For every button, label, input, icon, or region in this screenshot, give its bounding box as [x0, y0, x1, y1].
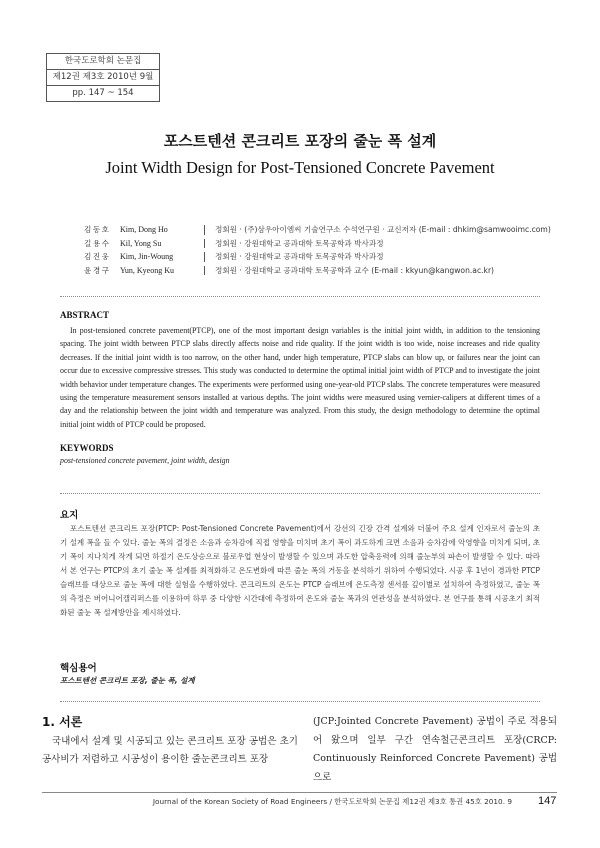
author-affiliation: 정회원 · 강원대학교 공과대학 토목공학과 박사과정 — [215, 238, 384, 248]
journal-info-box — [46, 53, 160, 102]
author-affiliation: 정회원 · (주)삼우아이엠씨 기술연구소 수석연구원 · 교신저자 (E-mail : dhkim@samwooimc.com) — [215, 225, 551, 234]
divider — [60, 493, 540, 494]
author-english-name: Kim, Jin-Woung — [120, 252, 174, 261]
author-row — [84, 250, 551, 264]
introduction-left-text: 국내에서 설계 및 시공되고 있는 콘크리트 포장 공법은 초기 공사비가 저렴하고 시공성이 용이한 줄눈콘크리트 포장 — [42, 736, 298, 765]
author-korean-name: 길용수 — [84, 238, 111, 248]
abstract-heading: ABSTRACT — [60, 310, 110, 320]
introduction-left-column — [42, 733, 298, 769]
keywords-heading: KEYWORDS — [60, 443, 114, 453]
journal-volume: 제12권 제3호 2010년 9월 — [47, 70, 159, 86]
author-separator — [204, 266, 205, 276]
author-separator — [204, 252, 205, 262]
introduction-right-text: (JCP:Jointed Concrete Pavement) 공법이 주로 적용되어 왔으며 일부 구간 연속철근콘크리트 포장(CRCP: Continuously Reinforced Concrete Pavement) 공법으로 — [313, 716, 557, 783]
author-english-name: Yun, Kyeong Ku — [120, 265, 174, 275]
title-korean: 포스트텐션 콘크리트 포장의 줄눈 폭 설계 — [163, 132, 437, 150]
yoji-heading: 요지 — [60, 510, 79, 521]
author-english-name: Kil, Yong Su — [120, 238, 162, 248]
journal-pages: pp. 147 ~ 154 — [72, 88, 134, 98]
korean-keywords-text: 포스트텐션 콘크리트 포장, 줄눈 폭, 설계 — [60, 676, 195, 685]
korean-keywords-heading: 핵심용어 — [60, 663, 97, 674]
author-affiliation: 정회원 · 강원대학교 공과대학 토목공학과 박사과정 — [215, 252, 384, 261]
keywords-text: post-tensioned concrete pavement, joint width, design — [60, 456, 230, 465]
author-list — [84, 223, 551, 277]
author-affiliation: 정회원 · 강원대학교 공과대학 토목공학과 교수 (E-mail : kkyun@kangwon.ac.kr) — [215, 265, 495, 275]
yoji-text: 포스트텐션 콘크리트 포장(PTCP: Post-Tensioned Concrete Pavement)에서 강선의 긴장 간격 설계와 더불어 주요 설계 인자로서 줄눈의 초기 설계 폭을 들 수 있다. 줄눈 폭의 결정은 소음과 승차감에 직접 영향을 미치며 초기 폭이 과도하게 크면 소음과 승차감에 악영향을 미치게 되며, 초기 폭이 지나치게 작게 되면 하절기 온도상승으로 블로우업 현상이 발생할 수 있으며 과도한 압축응력에 의해 줄눈부의 파손이 발생할 수 있다. 따라서 본 연구는 PTCP의 초기 줄눈 폭 설계를 최적화하고 온도변화에 따른 줄눈 폭의 거동을 분석하기 위하여 수행되었다. 시공 후 1년이 경과한 PTCP 슬래브를 대상으로 줄눈 폭에 대한 실험을 수행하였다. 콘크리트의 온도는 PTCP 슬래브에 온도측정 센서를 깊이별로 설치하여 측정하였고, 줄눈 폭의 측정은 버어니어캘리퍼스를 이용하여 하루 중 다양한 시간대에 측정하여 온도와 줄눈 폭과의 연관성을 분석하였다. 본 연구를 통해 시공초기 최적화된 줄눈 폭 설계방안을 제시하였다. — [60, 524, 540, 617]
author-korean-name: 김동호 — [84, 225, 111, 234]
author-separator — [204, 225, 205, 235]
author-korean-name: 김진웅 — [84, 252, 111, 261]
author-korean-name: 윤경구 — [84, 265, 111, 275]
author-row — [84, 223, 551, 237]
divider — [60, 296, 540, 297]
page-number: 147 — [538, 795, 557, 807]
introduction-heading: 1. 서론 — [42, 715, 83, 729]
author-english-name: Kim, Dong Ho — [120, 225, 168, 234]
author-row — [84, 237, 551, 251]
author-row — [84, 264, 551, 278]
footer-citation: Journal of the Korean Society of Road Engineers / 한국도로학회 논문집 제12권 제3호 통권 45호 2010. 9 — [152, 797, 512, 806]
abstract-text: In post-tensioned concrete pavement(PTCP), one of the most important design variables is the initial joint width, in addition to the tensioning spacing. The joint width between PTCP slabs directly affects noise and ride quality. If the joint width is too wide, noise increases and ride quality decreases. If the initial joint width is too narrow, on the other hand, under high temperature, PTCP slabs can blow up, or failures near the joint can occur due to excessive compressive stresses. This study was conducted to determine the optimal initial joint width of PTCP and to investigate the joint width behavior under temperature changes. The experiments were performed using one-year-old PTCP slabs. The concrete temperatures were measured using the temperature measurement sensors installed at various depths. The joint widths were measured using vernier-calipers at different times of a day and the relationship between the joint width and temperature was analyzed. From this study, the design methodology to determine the optimal initial joint width of PTCP could be proposed. — [60, 326, 540, 429]
divider — [60, 701, 540, 702]
footer-rule — [42, 792, 557, 793]
journal-name: 한국도로학회 논문집 — [47, 54, 159, 70]
author-separator — [204, 239, 205, 249]
title-english: Joint Width Design for Post-Tensioned Concrete Pavement — [105, 158, 495, 177]
